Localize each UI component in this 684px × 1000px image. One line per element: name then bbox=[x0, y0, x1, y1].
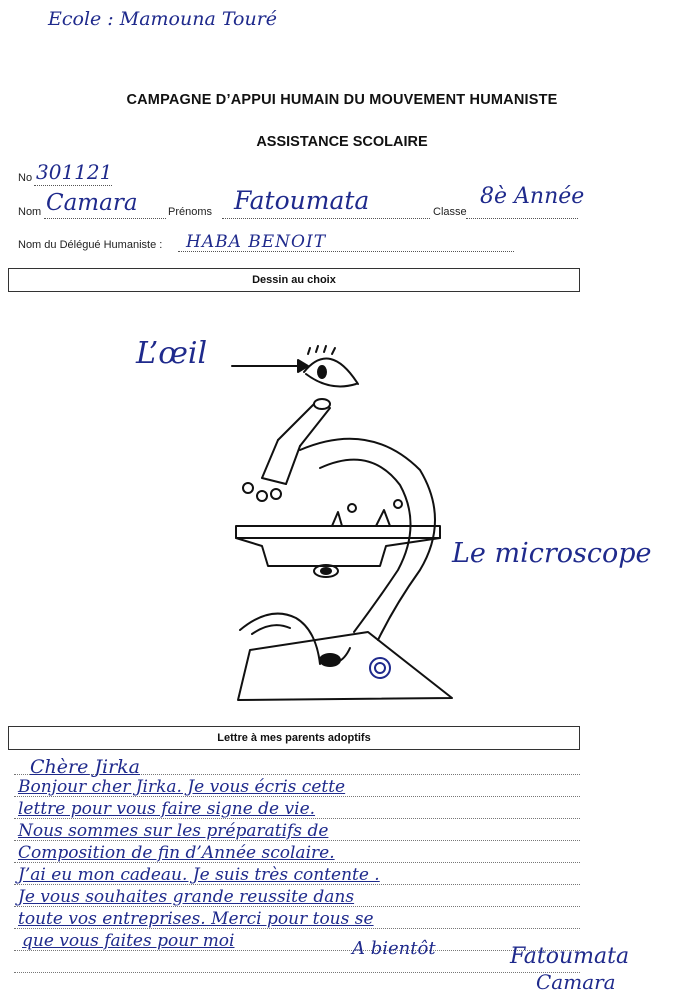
school-name: Ecole : Mamouna Touré bbox=[48, 8, 278, 30]
eye-lashes bbox=[308, 346, 335, 354]
objective-1 bbox=[243, 483, 253, 493]
letter-line: lettre pour vous faire signe de vie. bbox=[18, 799, 316, 819]
signature-last-name: Camara bbox=[536, 970, 616, 994]
eye-label: L’œil bbox=[136, 336, 208, 371]
signature-first-name: Fatoumata bbox=[510, 944, 630, 969]
eye-upper-lid bbox=[304, 359, 358, 384]
no-label: No bbox=[18, 172, 33, 184]
classe-value: 8è Année bbox=[480, 184, 585, 209]
letter-section-header: Lettre à mes parents adoptifs bbox=[8, 726, 580, 750]
letter-line: que vous faites pour moi bbox=[22, 931, 235, 951]
nom-label: Nom bbox=[18, 206, 42, 218]
classe-label: Classe bbox=[433, 206, 467, 218]
base-foot bbox=[320, 654, 340, 666]
body-tube bbox=[262, 440, 300, 484]
delegue-label: Nom du Délégué Humaniste : bbox=[18, 239, 163, 251]
stage-clips bbox=[332, 510, 390, 526]
letter-line: Je vous souhaites grande reussite dans bbox=[18, 887, 355, 907]
letter-line: Chère Jirka bbox=[30, 756, 141, 778]
rule-line bbox=[14, 972, 580, 973]
letter-line: J’ai eu mon cadeau. Je suis très contente . bbox=[18, 865, 380, 885]
focus-knob-icon bbox=[370, 658, 390, 678]
clip-knob-1 bbox=[348, 504, 356, 512]
eye-lower-lid bbox=[306, 374, 356, 386]
microscope-label: Le microscope bbox=[452, 538, 652, 569]
campaign-title: CAMPAGNE D’APPUI HUMAIN DU MOUVEMENT HUMANISTE bbox=[126, 92, 558, 108]
lever-inner bbox=[252, 625, 290, 634]
assistance-title: ASSISTANCE SCOLAIRE bbox=[256, 134, 428, 150]
focus-knob-inner bbox=[375, 663, 385, 673]
prenoms-label: Prénoms bbox=[168, 206, 213, 218]
eyepiece-top bbox=[314, 399, 330, 409]
nom-value: Camara bbox=[46, 190, 138, 216]
eye-pupil-icon bbox=[318, 366, 326, 378]
microscope-base bbox=[238, 632, 452, 700]
letter-line: Composition de fin d’Année scolaire. bbox=[18, 843, 335, 863]
letter-line: toute vos entreprises. Merci pour tous se bbox=[18, 909, 374, 929]
no-value: 301121 bbox=[36, 160, 113, 184]
drawing-section-header: Dessin au choix bbox=[8, 268, 580, 292]
eyepiece-tube bbox=[278, 404, 330, 446]
lever bbox=[240, 614, 320, 664]
condenser-center bbox=[321, 568, 331, 574]
prenoms-value: Fatoumata bbox=[234, 186, 370, 215]
objective-3 bbox=[271, 489, 281, 499]
letter-closing: A bientôt bbox=[352, 938, 436, 959]
nosepiece bbox=[262, 478, 286, 484]
stage-underside bbox=[236, 538, 440, 566]
letter-line: Nous sommes sur les préparatifs de bbox=[18, 821, 329, 841]
letter-line: Bonjour cher Jirka. Je vous écris cette bbox=[18, 777, 346, 797]
delegue-value: HABA BENOIT bbox=[186, 232, 327, 252]
objective-2 bbox=[257, 491, 267, 501]
clip-knob-2 bbox=[394, 500, 402, 508]
